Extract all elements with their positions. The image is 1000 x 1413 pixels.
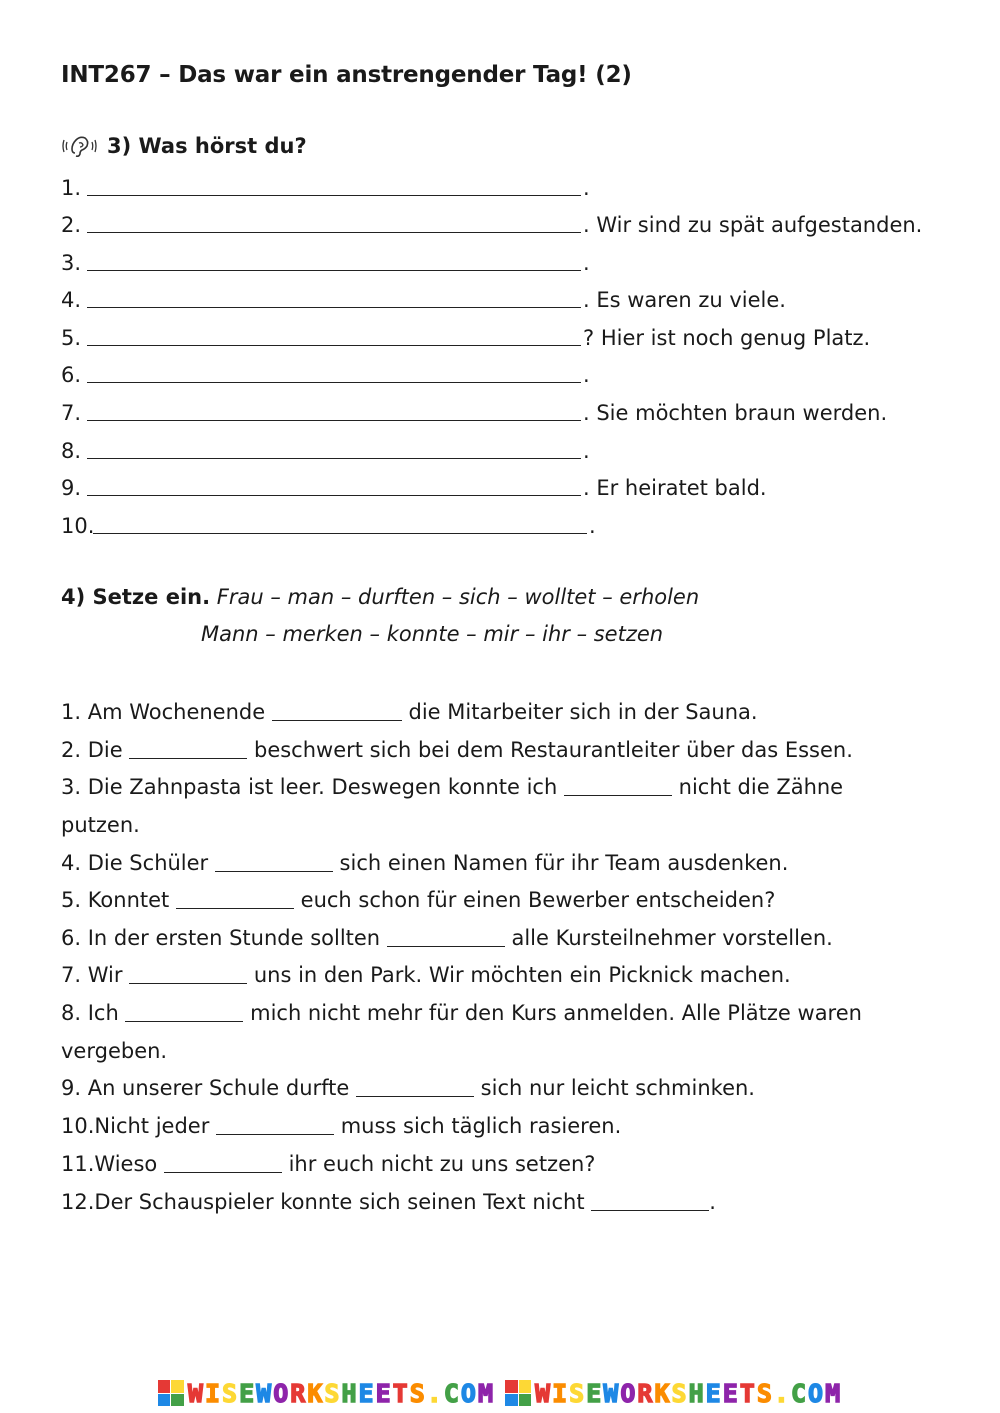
watermark-letter: M: [825, 1378, 843, 1408]
gap-blank-1[interactable]: [272, 700, 402, 721]
watermark-letter: O: [620, 1378, 638, 1408]
exercise-item-1: 1. Am Wochenende die Mitarbeiter sich in der Sauna.: [61, 700, 758, 724]
watermark-letter: O: [460, 1378, 478, 1408]
exercise-item-3-cont: putzen.: [61, 813, 140, 837]
gap-blank-11[interactable]: [164, 1152, 282, 1173]
answer-blank-6[interactable]: [87, 360, 581, 383]
watermark-text: [535, 1379, 842, 1408]
watermark-letter: W: [603, 1378, 621, 1408]
watermark-letter: E: [375, 1378, 393, 1408]
watermark-letter: E: [586, 1378, 604, 1408]
watermark-letter: E: [358, 1378, 376, 1408]
answer-blank-4[interactable]: [87, 285, 581, 308]
watermark-letter: E: [239, 1378, 257, 1408]
exercise-item-2: 2. Die beschwert sich bei dem Restaurantleiter über das Essen.: [61, 738, 853, 762]
wordbank-line-2: Mann – merken – konnte – mir – ihr – setzen: [201, 622, 664, 646]
watermark-letter: .: [773, 1378, 791, 1408]
exercise-item-9: 9. An unserer Schule durfte sich nur leicht schminken.: [61, 1076, 755, 1100]
watermark-letter: W: [535, 1378, 553, 1408]
watermark-letter: M: [477, 1378, 495, 1408]
exercise-item-8-cont: vergeben.: [61, 1039, 168, 1063]
gap-blank-4[interactable]: [215, 851, 333, 872]
watermark-letter: K: [654, 1378, 672, 1408]
gap-blank-2[interactable]: [129, 738, 247, 759]
answer-blank-3[interactable]: [87, 248, 581, 271]
exercise-item-6: 6. In der ersten Stunde sollten alle Kursteilnehmer vorstellen.: [61, 926, 833, 950]
gap-blank-6[interactable]: [387, 926, 505, 947]
watermark-letter: S: [409, 1378, 427, 1408]
section3-title: 3) Was hörst du?: [107, 134, 307, 158]
answer-blank-10[interactable]: [93, 511, 587, 534]
watermark-letter: I: [552, 1378, 570, 1408]
wiseworksheets-logo-icon: [505, 1380, 531, 1406]
listening-line-8: 8. .: [61, 433, 590, 463]
watermark-letter: I: [204, 1378, 222, 1408]
watermark-letter: E: [722, 1378, 740, 1408]
answer-blank-5[interactable]: [87, 323, 581, 346]
listening-line-6: 6. .: [61, 357, 590, 387]
section4-title: 4) Setze ein.: [61, 585, 211, 609]
watermark-letter: S: [671, 1378, 689, 1408]
listening-line-2: 2. . Wir sind zu spät aufgestanden.: [61, 207, 922, 237]
gap-blank-5[interactable]: [176, 888, 294, 909]
watermark-letter: W: [187, 1378, 205, 1408]
watermark-letter: C: [790, 1378, 808, 1408]
gap-blank-3[interactable]: [564, 775, 672, 796]
watermark-letter: S: [324, 1378, 342, 1408]
watermark-group-1: [158, 1379, 495, 1408]
watermark-letter: S: [756, 1378, 774, 1408]
listening-line-10: 10. .: [61, 508, 596, 538]
watermark-letter: R: [637, 1378, 655, 1408]
watermark-letter: H: [688, 1378, 706, 1408]
watermark-letter: C: [443, 1378, 461, 1408]
section3-heading: [61, 133, 307, 159]
answer-blank-8[interactable]: [87, 436, 581, 459]
watermark-letter: S: [222, 1378, 240, 1408]
watermark-letter: O: [273, 1378, 291, 1408]
section4-heading: [61, 585, 699, 609]
answer-blank-9[interactable]: [87, 473, 581, 496]
watermark-letter: T: [739, 1378, 757, 1408]
wiseworksheets-logo-icon: [158, 1380, 184, 1406]
exercise-item-11: 11.Wieso ihr euch nicht zu uns setzen?: [61, 1152, 596, 1176]
watermark-text: [188, 1379, 495, 1408]
watermark-group-2: [505, 1379, 842, 1408]
exercise-item-5: 5. Konntet euch schon für einen Bewerber entscheiden?: [61, 888, 776, 912]
wordbank-line-1: Frau – man – durften – sich – wolltet – erholen: [216, 585, 700, 609]
gap-blank-9[interactable]: [356, 1076, 474, 1097]
answer-blank-7[interactable]: [87, 398, 581, 421]
gap-blank-10[interactable]: [216, 1114, 334, 1135]
watermark-letter: H: [341, 1378, 359, 1408]
exercise-item-7: 7. Wir uns in den Park. Wir möchten ein Picknick machen.: [61, 963, 791, 987]
watermark-letter: T: [392, 1378, 410, 1408]
exercise-item-4: 4. Die Schüler sich einen Namen für ihr Team ausdenken.: [61, 851, 789, 875]
watermark-letter: R: [290, 1378, 308, 1408]
gap-blank-8[interactable]: [125, 1001, 243, 1022]
watermark-letter: K: [307, 1378, 325, 1408]
watermark-letter: S: [569, 1378, 587, 1408]
exercise-item-3: 3. Die Zahnpasta ist leer. Deswegen konnte ich nicht die Zähne: [61, 775, 844, 799]
gap-blank-7[interactable]: [129, 963, 247, 984]
watermark-letter: W: [256, 1378, 274, 1408]
watermark-letter: E: [705, 1378, 723, 1408]
ear-audio-icon: [61, 133, 101, 159]
answer-blank-2[interactable]: [87, 210, 581, 233]
exercise-item-8: 8. Ich mich nicht mehr für den Kurs anmelden. Alle Plätze waren: [61, 1001, 862, 1025]
exercise-item-10: 10.Nicht jeder muss sich täglich rasieren.: [61, 1114, 622, 1138]
listening-line-9: 9. . Er heiratet bald.: [61, 470, 767, 500]
gap-blank-12[interactable]: [591, 1190, 709, 1211]
answer-blank-1[interactable]: [87, 173, 581, 196]
listening-line-1: 1. .: [61, 170, 590, 200]
listening-line-5: 5. ? Hier ist noch genug Platz.: [61, 320, 870, 350]
exercise-item-12: 12.Der Schauspieler konnte sich seinen Text nicht .: [61, 1190, 716, 1214]
listening-line-3: 3. .: [61, 245, 590, 275]
watermark-letter: .: [426, 1378, 444, 1408]
watermark-footer: [0, 1378, 1000, 1408]
listening-line-4: 4. . Es waren zu viele.: [61, 282, 786, 312]
listening-line-7: 7. . Sie möchten braun werden.: [61, 395, 887, 425]
page-title: INT267 – Das war ein anstrengender Tag! (2): [61, 62, 632, 88]
watermark-letter: O: [808, 1378, 826, 1408]
